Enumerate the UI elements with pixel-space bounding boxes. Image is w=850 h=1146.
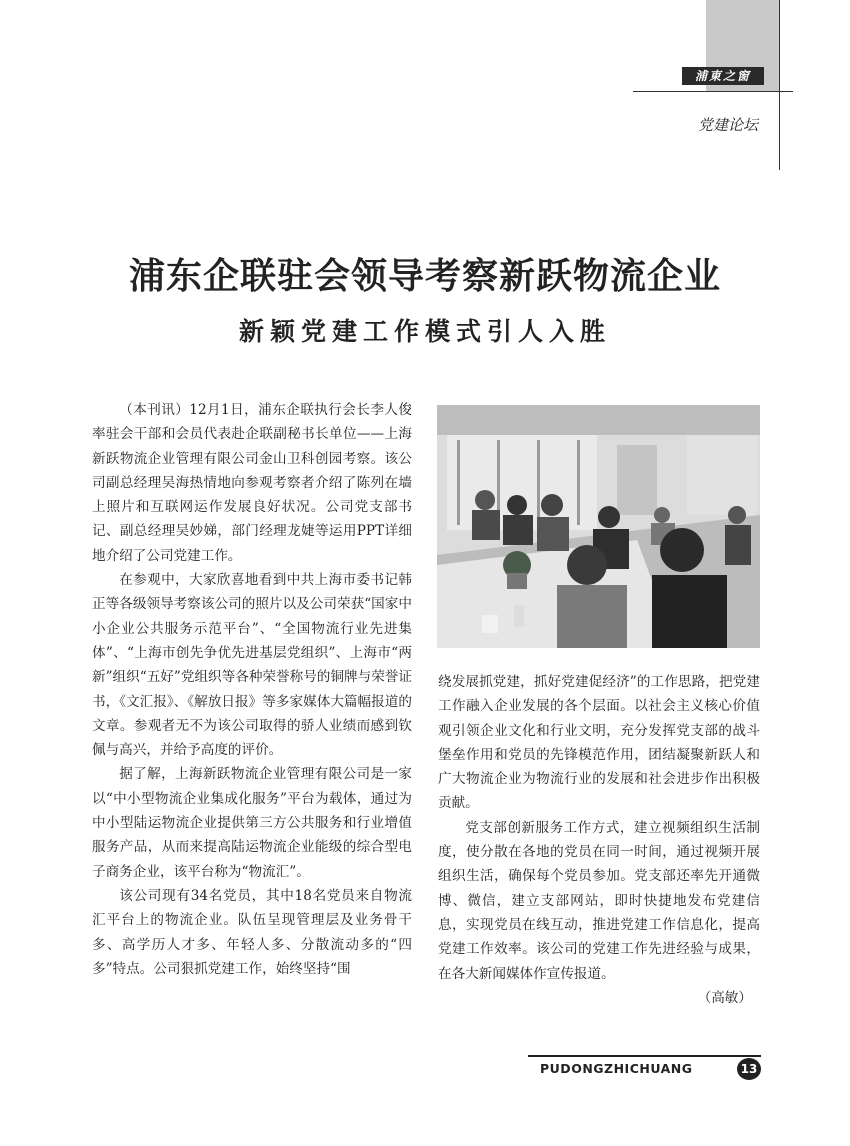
article-column-left (92, 398, 412, 981)
header-rule-vertical (779, 0, 780, 170)
article-column-right (438, 670, 760, 1010)
magazine-brand-logo: 浦東之窗 (682, 67, 764, 85)
header-rule-horizontal (633, 91, 793, 92)
paragraph-continued: 绕发展抓党建，抓好党建促经济”的工作思路，把党建工作融入企业发展的各个层面。以社会主义核心价值观引领企业文化和行业文明，充分发挥党支部的战斗堡垒作用和党员的先锋模范作用，团结凝聚新跃人和广大物流企业为物流行业的发展和社会进步作出积极贡献。 (438, 674, 760, 812)
paragraph: （本刊讯）12月1日，浦东企联执行会长李人俊率驻会干部和会员代表赴企联副秘书长单位——上海新跃物流企业管理有限公司金山卫科创园考察。该公司副总经理吴海热情地向参观考察者介绍了陈列在墙上照片和互联网运作发展良好状况。公司党支部书记、副总经理吴妙娣，部门经理龙婕等运用PPT详细地介绍了公司党建工作。 (92, 402, 412, 564)
page-number: 13 (737, 1058, 761, 1080)
footer-magazine-name: PUDONGZHICHUANG (540, 1061, 693, 1076)
paragraph: 党支部创新服务工作方式，建立视频组织生活制度，使分散在各地的党员在同一时间，通过视频开展组织生活，确保每个党员参加。党支部还率先开通微博、微信，建立支部网站，即时快捷地发布党建信息，实现党员在线互动，推进党建工作信息化，提高党建工作效率。该公司的党建工作先进经验与成果，在各大新闻媒体作宣传报道。 (438, 819, 760, 982)
author-signature: （高敏） (697, 989, 752, 1006)
paragraph: 该公司现有34名党员，其中18名党员来自物流汇平台上的物流企业。队伍呈现管理层及业务骨干多、高学历人才多、年轻人多、分散流动多的“四多”特点。公司狠抓党建工作，始终坚持“围 (92, 887, 412, 977)
footer-rule (528, 1055, 761, 1057)
paragraph: 据了解，上海新跃物流企业管理有限公司是一家以“中小型物流企业集成化服务”平台为载体，通过为中小型陆运物流企业提供第三方公共服务和行业增值服务产品，从而来提高陆运物流企业能级的综合型电子商务企业，该平台称为“物流汇”。 (92, 766, 412, 880)
meeting-photo (437, 405, 760, 648)
paragraph: 在参观中，大家欣喜地看到中共上海市委书记韩正等各级领导考察该公司的照片以及公司荣获“国家中小企业公共服务示范平台”、“全国物流行业先进集体”、“上海市创先争优先进基层党组织”、上海市“两新”组织“五好”党组织等各种荣誉称号的铜牌与荣誉证书，《文汇报》、《解放日报》等多家媒体大篇幅报道的文章。参观者无不为该公司取得的骄人业绩而感到钦佩与高兴，并给予高度的评价。 (92, 572, 412, 759)
meeting-photo-illustration (437, 405, 760, 648)
article-subtitle: 新颖党建工作模式引人入胜 (238, 317, 611, 346)
section-label: 党建论坛 (697, 116, 758, 134)
article-title: 浦东企联驻会领导考察新跃物流企业 (128, 256, 721, 297)
